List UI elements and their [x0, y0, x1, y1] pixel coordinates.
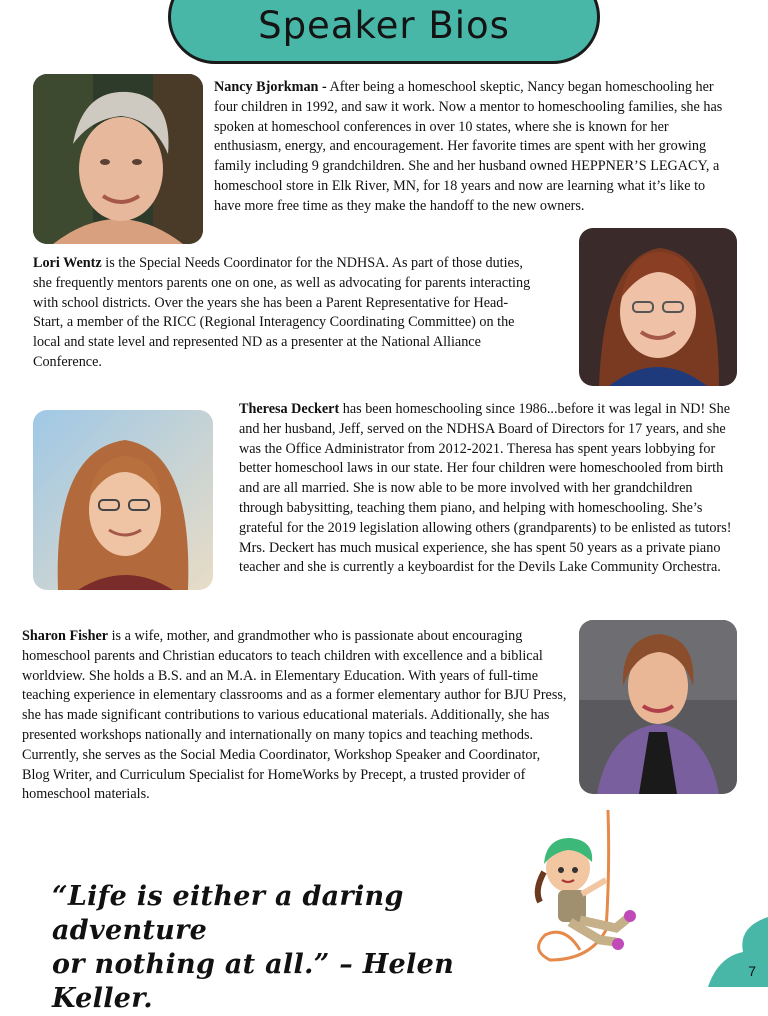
speaker-bio-theresa — [239, 400, 737, 578]
speaker-name-nancy: Nancy Bjorkman - — [214, 79, 327, 95]
speaker-bio-text-theresa: has been homeschooling since 1986...before it was legal in ND! She and her husband, Jeff, served on the NDHSA Board of Directors for 17 years, and she was the Office Administrator from 2012-2021. Theresa has spent years lobbying for better homeschool laws in our state. Her four children were homeschooled from birth and are all married. She is now able to be more involved with her grandchildren through babysitting, teaching them piano, and helping with homeschooling. She’s grateful for the 2019 legislation allowing others (grandparents) to be enlisted as tutors! Mrs. Deckert has much musical experience, she has spent 50 years as a private piano teacher and she is currently a keyboardist for the Devils Lake Community Orchestra. — [239, 401, 732, 576]
speaker-name-lori: Lori Wentz — [33, 255, 102, 271]
speaker-photo-theresa — [33, 410, 213, 590]
speaker-bio-text-sharon: is a wife, mother, and grandmother who is passionate about encouraging homeschool parents and Christian educators to teach children with excellence and a biblical worldview. She holds a B.S. and an M.A. in Elementary Education. With years of full-time teaching experience in elementary classrooms and as a former elementary author for BJU Press, she has made significant contributions to various educational materials. Additionally, she has presented workshops nationally and internationally on many topics and teaching methods. Currently, she serves as the Social Media Coordinator, Workshop Speaker and Coordinator, Blog Writer, and Curriculum Specialist for HomeWorks by Precept, a trusted provider of homeschool materials. — [22, 628, 567, 803]
speaker-bio-text-nancy: After being a homeschool skeptic, Nancy began homeschooling her four children in 1992, and saw it work. Now a mentor to homeschooling families, she has spoken at homeschool conferences in over 10 states, where she is known for her enthusiasm, energy, and encouragement. Her favorite times are spent with her growing family including 9 grandchildren. She and her husband owned HEPPNER’S LEGACY, a homeschool store in Elk River, MN, for 18 years and now are learning what it’s like to have more free time as they make the handoff to the new owners. — [214, 79, 723, 214]
quote-line-1: “Life is either a daring adventure — [52, 881, 404, 946]
quote-line-2: or nothing at all.” – Helen Keller. — [52, 949, 454, 1014]
speaker-bio-lori — [33, 254, 533, 373]
speaker-name-theresa: Theresa Deckert — [239, 401, 340, 417]
speaker-photo-nancy — [33, 74, 203, 244]
page-title-banner — [168, 0, 600, 64]
speaker-name-sharon: Sharon Fisher — [22, 628, 109, 644]
helen-keller-quote — [52, 880, 532, 1016]
corner-decoration — [708, 917, 768, 987]
speaker-photo-sharon — [579, 620, 737, 794]
speaker-bio-nancy — [214, 78, 734, 217]
speaker-bio-text-lori: is the Special Needs Coordinator for the NDHSA. As part of those duties, she frequently mentors parents one on one, as well as advocating for parents interacting with school districts. Over the years she has been a Parent Representative for Head-Start, a member of the RICC (Regional Interagency Coordinating Committee) on the local and state level and represented ND as a presenter at the National Alliance Conference. — [33, 255, 531, 370]
page-title: Speaker Bios — [258, 4, 510, 47]
page-number: 7 — [748, 963, 756, 979]
speaker-bio-sharon — [22, 627, 570, 805]
climbing-kid-illustration — [520, 810, 660, 980]
speaker-photo-lori — [579, 228, 737, 386]
